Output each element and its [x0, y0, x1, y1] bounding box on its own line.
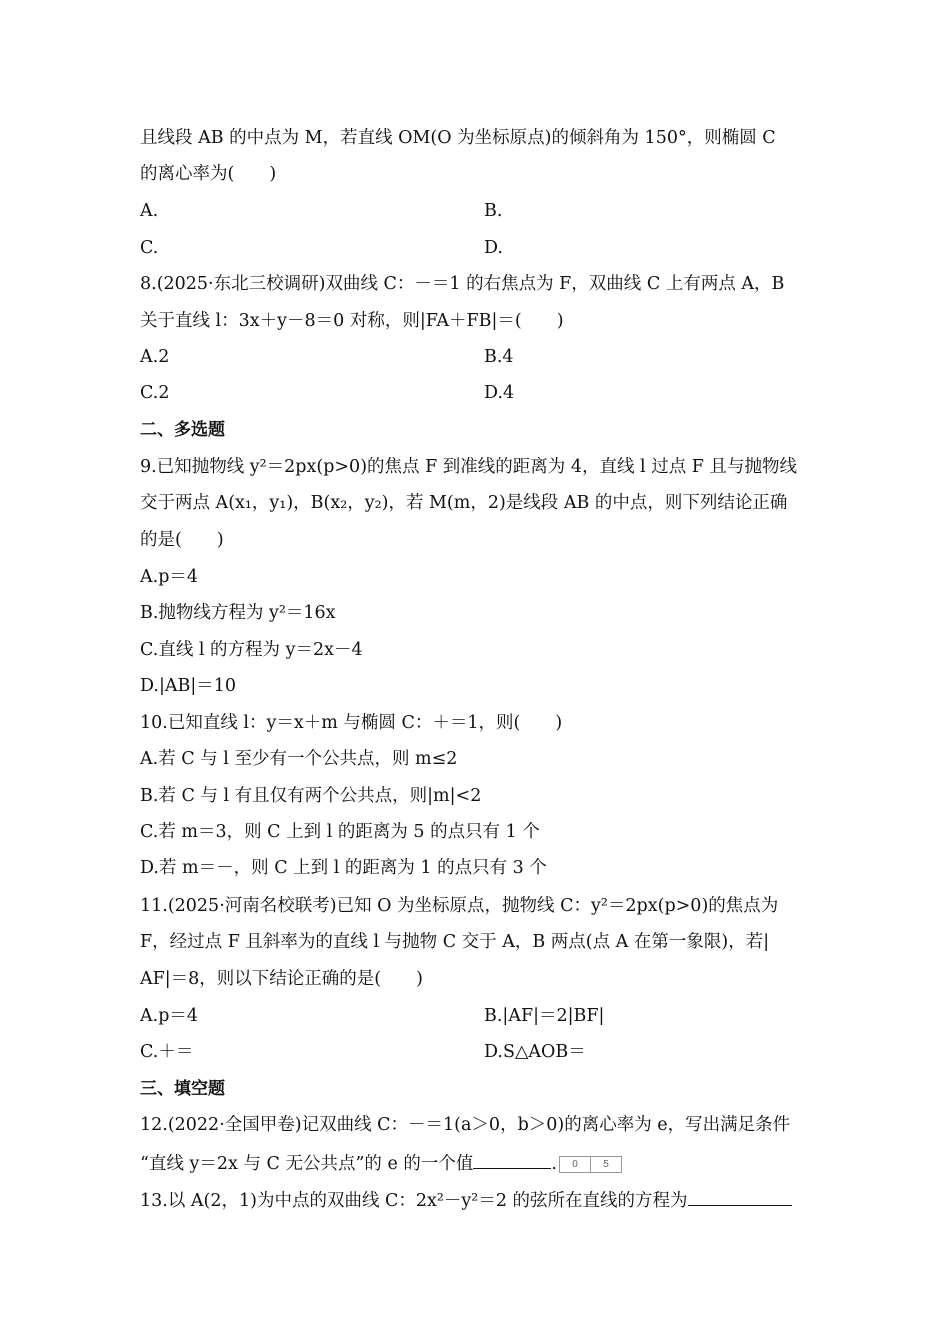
q10-option-a: A.若 C 与 l 至少有一个公共点，则 m≤2	[140, 749, 458, 769]
q10-option-b: B.若 C 与 l 有且仅有两个公共点，则|m|<2	[140, 786, 482, 806]
q11-option-b: B.|AF|＝2|BF|	[484, 1006, 605, 1026]
q9-text-line-1: 9.已知抛物线 y²＝2px(p>0)的焦点 F 到准线的距离为 4，直线 l 过点 F 且与抛物线	[140, 457, 797, 477]
q7-option-b: B.	[484, 201, 503, 221]
q13-text: 13.以 A(2，1)为中点的双曲线 C：2x²－y²＝2 的弦所在直线的方程为	[140, 1191, 688, 1211]
q12-text-line-2	[140, 1150, 622, 1176]
score-box-cell: 5	[590, 1157, 621, 1172]
q7-text-line-1: 且线段 AB 的中点为 M，若直线 OM(O 为坐标原点)的倾斜角为 150°，则椭圆 C	[140, 128, 776, 148]
q10-text-line-1: 10.已知直线 l：y＝x＋m 与椭圆 C：＋＝1，则( )	[140, 713, 563, 733]
q12-answer-blank[interactable]	[473, 1150, 551, 1169]
q9-text-line-2: 交于两点 A(x₁，y₁)，B(x₂，y₂)，若 M(m，2)是线段 AB 的中点，则下列结论正确	[140, 493, 788, 513]
q8-option-a: A.2	[140, 347, 170, 367]
q11-text-line-2: F，经过点 F 且斜率为的直线 l 与抛物 C 交于 A，B 两点(点 A 在第一象限)，若|	[140, 932, 770, 952]
q8-option-d: D.4	[484, 383, 515, 403]
score-box-cell: 0	[572, 1159, 578, 1170]
q8-option-c: C.2	[140, 383, 170, 403]
q11-text-line-3: AF|＝8，则以下结论正确的是( )	[140, 969, 423, 989]
q9-option-d: D.|AB|＝10	[140, 676, 237, 696]
q9-text-line-3: 的是( )	[140, 530, 224, 550]
q7-option-a: A.	[140, 201, 159, 221]
q10-option-d: D.若 m＝－，则 C 上到 l 的距离为 1 的点只有 3 个	[140, 858, 547, 878]
q11-text-line-1: 11.(2025·河南名校联考)已知 O 为坐标原点，抛物线 C：y²＝2px(p>0)的焦点为	[140, 896, 779, 916]
q12-period: .	[551, 1154, 557, 1174]
q7-option-c: C.	[140, 238, 159, 258]
q12-text: “直线 y＝2x 与 C 无公共点”的 e 的一个值	[140, 1154, 474, 1174]
q7-option-d: D.	[484, 238, 503, 258]
q9-option-c: C.直线 l 的方程为 y＝2x－4	[140, 640, 363, 660]
q9-option-a: A.p＝4	[140, 567, 199, 587]
q9-option-b: B.抛物线方程为 y²＝16x	[140, 603, 336, 623]
q8-option-b: B.4	[484, 347, 514, 367]
section-heading-fill-in: 三、填空题	[140, 1079, 225, 1099]
q13-answer-blank[interactable]	[688, 1187, 792, 1206]
q13-text-line-1	[140, 1187, 792, 1213]
section-heading-multiple-choice: 二、多选题	[140, 420, 225, 440]
q7-text-line-2: 的离心率为( )	[140, 164, 277, 184]
q10-option-c: C.若 m＝3，则 C 上到 l 的距离为 5 的点只有 1 个	[140, 822, 540, 842]
q8-text-line-1: 8.(2025·东北三校调研)双曲线 C：－＝1 的右焦点为 F，双曲线 C 上有两点 A，B	[140, 274, 785, 294]
q11-option-d: D.S△AOB＝	[484, 1042, 586, 1062]
q8-text-line-2: 关于直线 l：3x＋y－8＝0 对称，则|FA＋FB|＝( )	[140, 311, 564, 331]
score-box[interactable]	[559, 1156, 622, 1173]
q11-option-c: C.＋＝	[140, 1042, 194, 1062]
q12-text-line-1: 12.(2022·全国甲卷)记双曲线 C：－＝1(a＞0，b＞0)的离心率为 e，写出满足条件	[140, 1115, 791, 1135]
q11-option-a: A.p＝4	[140, 1006, 199, 1026]
